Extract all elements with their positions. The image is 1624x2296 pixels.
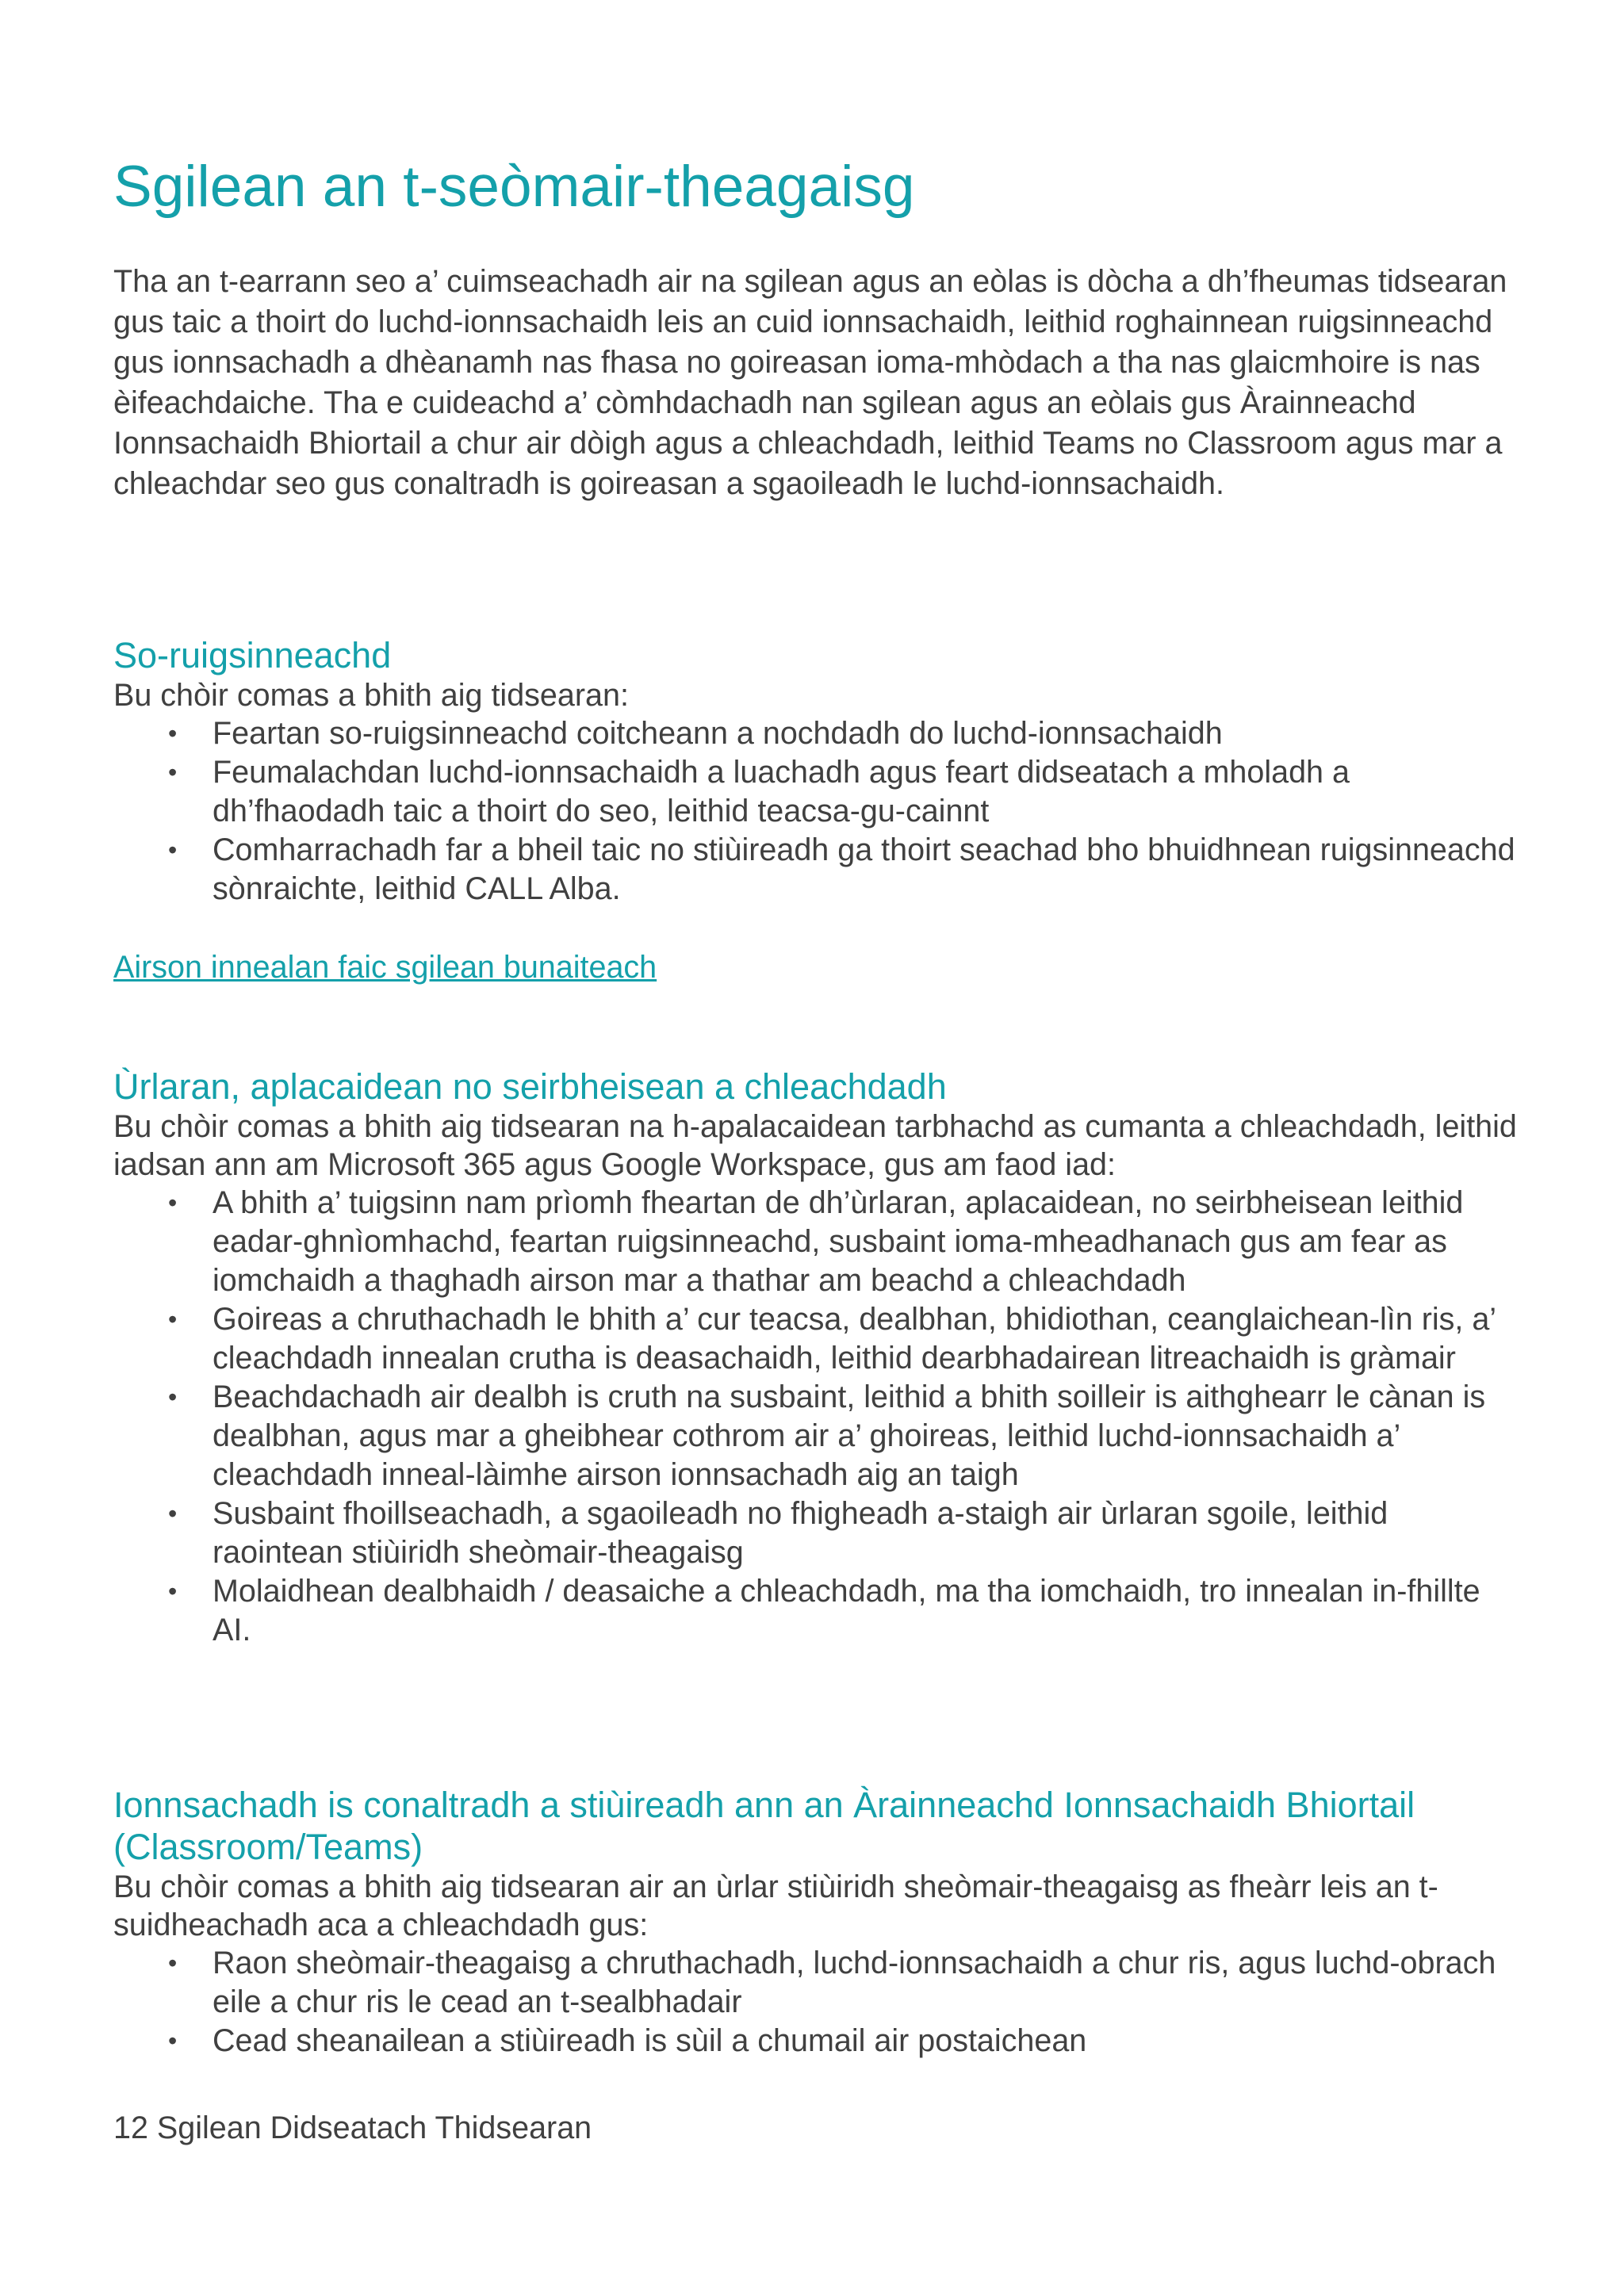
section-lead: Bu chòir comas a bhith aig tidsearan: [113, 678, 629, 713]
intro-paragraph: Tha an t-earrann seo a’ cuimseachadh air na sgilean agus an eòlas is dòcha a dh’fheumas tidsearan gus taic a thoirt do luchd-ionnsachaidh leis an cuid ionnsachaidh, leithid roghainnean ruigsinneachd gus ionnsachadh a dhèanamh nas fhasa no goireasan ioma-mhòdach a tha nas glaicmhoire is nas èifeachdaiche. Tha e cuideachd a’ còmhdachadh nan sgilean agus an eòlais gus Àrainneachd Ionnsachaidh Bhiortail a chur air dòigh agus a chleachdadh, leithid Teams no Classroom agus mar a chleachdar seo gus conaltradh is goireasan a sgaoileadh le luchd-ionnsachaidh. [113, 264, 1507, 501]
list-item: • Molaidhean dealbhaidh / deasaiche a chleachdadh, ma tha iomchaidh, tro innealan in-fhillte AI. [168, 1574, 1480, 1647]
section-platforms [113, 1066, 1525, 1650]
bullet-icon: • [168, 836, 178, 864]
section-heading: Ionnsachadh is conaltradh a stiùireadh ann an Àrainneachd Ionnsachaidh Bhiortail (Classroom/Teams) [113, 1785, 1415, 1867]
list-item: • Cead sheanailean a stiùireadh is sùil a chumail air postaichean [113, 2022, 1525, 2061]
list-item: • Goireas a chruthachadh le bhith a’ cur teacsa, dealbhan, bhidiothan, ceanglaichean-lìn ris, a’ cleachdadh innealan crutha is deasachaidh, leithid dearbhadairean litreachaidh is gràmair [168, 1302, 1496, 1376]
section-lead: Bu chòir comas a bhith aig tidsearan air an ùrlar stiùiridh sheòmair-theagaisg as fheàrr leis an t-suidheachadh aca a chleachdadh gus: [113, 1869, 1438, 1942]
bullet-icon: • [168, 1383, 178, 1411]
bullet-icon: • [168, 1577, 178, 1605]
bullet-icon: • [168, 2026, 178, 2055]
bullet-list [113, 1184, 1525, 1650]
section-accessibility [113, 634, 1525, 909]
list-item: • Susbaint fhoillseachadh, a sgaoileadh no fhigheadh a-staigh air ùrlaran sgoile, leithid raointean stiùiridh sheòmair-theagaisg [168, 1496, 1388, 1570]
basic-skills-link[interactable]: Airson innealan faic sgilean bunaiteach [113, 950, 657, 985]
bullet-icon: • [168, 1305, 178, 1334]
bullet-icon: • [168, 1188, 178, 1217]
bullet-icon: • [168, 719, 178, 748]
list-item: • Feumalachdan luchd-ionnsachaidh a luachadh agus feart didseatach a mholadh a dh’fhaodadh taic a thoirt do seo, leithid teacsa-gu-cainnt [168, 755, 1350, 828]
bullet-list [113, 1944, 1525, 2061]
section-heading: Ùrlaran, aplacaidean no seirbheisean a chleachdadh [113, 1066, 947, 1107]
page-title: Sgilean an t-seòmair-theagaisg [113, 155, 915, 219]
bullet-icon: • [168, 1499, 178, 1528]
bullet-icon: • [168, 1949, 178, 1977]
list-item: • Comharrachadh far a bheil taic no stiùireadh ga thoirt seachad bho bhuidhnean ruigsinneachd sònraichte, leithid CALL Alba. [168, 832, 1515, 906]
list-item: • Feartan so-ruigsinneachd coitcheann a nochdadh do luchd-ionnsachaidh [113, 714, 1525, 753]
list-item: • Raon sheòmair-theagaisg a chruthachadh, luchd-ionnsachaidh a chur ris, agus luchd-obrach eile a chur ris le cead an t-sealbhadair [168, 1946, 1496, 2019]
section-lead: Bu chòir comas a bhith aig tidsearan na h-apalacaidean tarbhachd as cumanta a chleachdadh, leithid iadsan ann am Microsoft 365 agus Google Workspace, gus am faod iad: [113, 1109, 1517, 1182]
list-item: • Beachdachadh air dealbh is cruth na susbaint, leithid a bhith soilleir is aithghearr le cànan is dealbhan, agus mar a gheibhear cothrom air a’ ghoireas, leithid luchd-ionnsachaidh a’ cleachdadh inneal-làimhe airson ionnsachadh aig an taigh [168, 1380, 1486, 1492]
section-heading: So-ruigsinneachd [113, 635, 392, 675]
bullet-icon: • [168, 758, 178, 786]
section-virtual-learning [113, 1784, 1525, 2061]
bullet-list [113, 714, 1525, 909]
list-item: • A bhith a’ tuigsinn nam prìomh fheartan de dh’ùrlaran, aplacaidean, no seirbheisean leithid eadar-ghnìomhachd, feartan ruigsinneachd, susbaint ioma-mheadhanach gus am fear as iomchaidh a thaghadh airson mar a thathar am beachd a chleachdadh [168, 1185, 1464, 1298]
page-footer: 12 Sgilean Didseatach Thidsearan [113, 2110, 592, 2145]
